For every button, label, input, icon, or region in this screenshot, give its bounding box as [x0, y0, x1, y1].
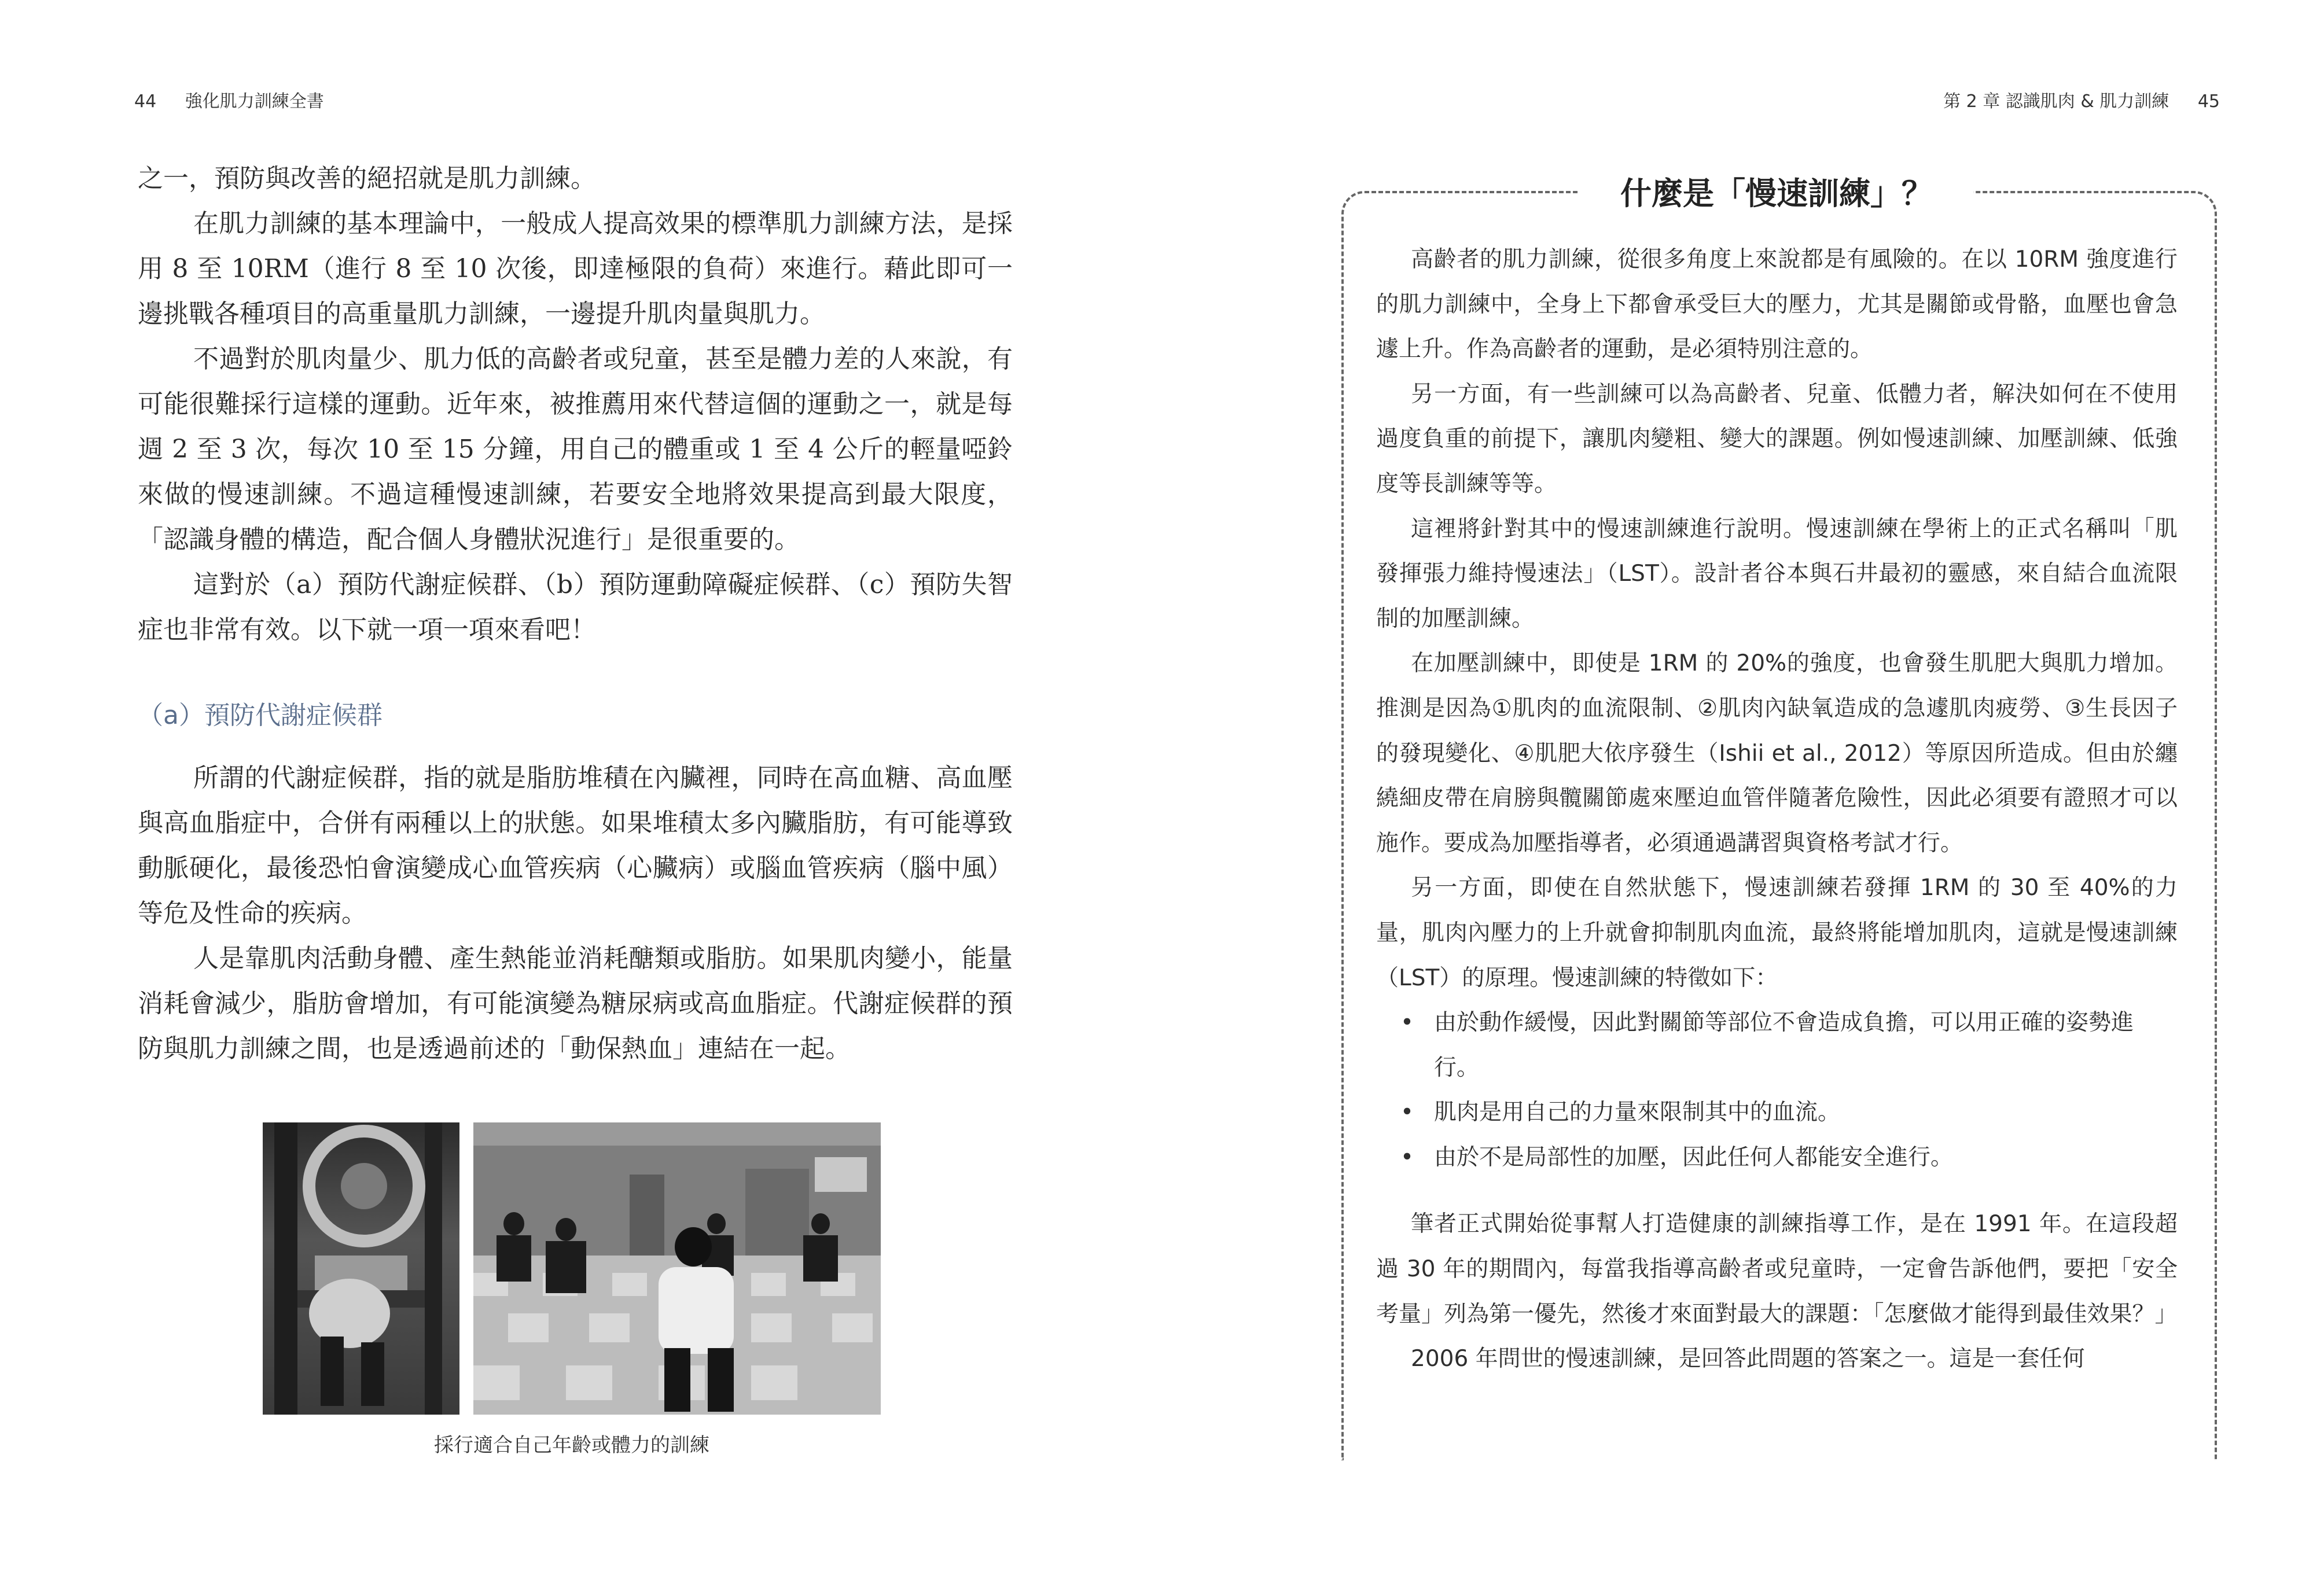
box-paragraph: 這裡將針對其中的慢速訓練進行說明。慢速訓練在學術上的正式名稱叫「肌發揮張力維持慢速法」（LST）。設計者谷本與石井最初的靈感，來自結合血流限制的加壓訓練。 — [1376, 516, 2178, 632]
right-page-number: 45 — [2197, 91, 2220, 112]
paragraph: 在肌力訓練的基本理論中，一般成人提高效果的標準肌力訓練方法，是採用 8 至 10RM（進行 8 至 10 次後，即達極限的負荷）來進行。藉此即可一邊挑戰各種項目的高重量肌力訓練，一邊提升肌肉量與肌力。 — [138, 209, 1013, 329]
box-paragraph: 在加壓訓練中，即使是 1RM 的 20%的強度，也會發生肌肥大與肌力增加。推測是因為①肌肉的血流限制、②肌肉內缺氧造成的急遽肌肉疲勞、③生長因子的發現變化、④肌肥大依序發生（Ishii et al., 2012）等原因所造成。但由於纏繞細皮帶在肩膀與髖關節處來壓迫血管伴隨著危險性，因此必須要有證照才可以施作。要成為加壓指導者，必須通過講習與資格考試才行。 — [1376, 650, 2178, 856]
box-paragraph: 另一方面，有一些訓練可以為高齡者、兒童、低體力者，解決如何在不使用過度負重的前提下，讓肌肉變粗、變大的課題。例如慢速訓練、加壓訓練、低強度等長訓練等等。 — [1376, 381, 2178, 497]
feature-list-item: • 肌肉是用自己的力量來限制其中的血流。 — [1434, 1090, 2178, 1135]
book-title: 強化肌力訓練全書 — [185, 91, 324, 112]
paragraph: 人是靠肌肉活動身體、產生熱能並消耗醣類或脂肪。如果肌肉變小，能量消耗會減少，脂肪會增加，有可能演變為糖尿病或高血脂症。代謝症候群的預防與肌力訓練之間，也是透過前述的「動保熱血」連結在一起。 — [138, 944, 1013, 1063]
group-squat-class-photo — [473, 1122, 881, 1415]
sidebar-box-body — [1376, 237, 2178, 1382]
left-page-body — [138, 156, 1013, 1072]
left-page-header — [134, 87, 347, 112]
right-page-header — [1920, 87, 2220, 112]
sidebar-box-title: 什麼是「慢速訓練」？ — [1580, 169, 1973, 213]
box-paragraph: 高齡者的肌力訓練，從很多角度上來說都是有風險的。在以 10RM 強度進行的肌力訓練中，全身上下都會承受巨大的壓力，尤其是關節或骨骼，血壓也會急遽上升。作為高齡者的運動，是必須特別注意的。 — [1376, 246, 2178, 363]
photo-caption: 採行適合自己年齡或體力的訓練 — [434, 1434, 709, 1457]
box-paragraph: 2006 年問世的慢速訓練，是回答此問題的答案之一。這是一套任何 — [1411, 1346, 2085, 1372]
paragraph: 這對於（a）預防代謝症候群、（b）預防運動障礙症候群、（c）預防失智症也非常有效。以下就一項一項來看吧！ — [138, 570, 1013, 645]
box-paragraph: 筆者正式開始從事幫人打造健康的訓練指導工作，是在 1991 年。在這段超過 30 年的期間內，每當我指導高齡者或兒童時，一定會告訴他們，要把「安全考量」列為第一優先，然後才來面對最大的課題：「怎麼做才能得到最佳效果？」 — [1376, 1211, 2178, 1327]
feature-list — [1376, 1000, 2178, 1180]
feature-list-item: • 由於動作緩慢，因此對關節等部位不會造成負擔，可以用正確的姿勢進行。 — [1434, 1000, 2178, 1090]
feature-list-item: • 由於不是局部性的加壓，因此任何人都能安全進行。 — [1434, 1135, 2178, 1180]
section-heading: （a）預防代謝症候群 — [138, 701, 383, 730]
paragraph: 之一，預防與改善的絕招就是肌力訓練。 — [138, 164, 596, 193]
chapter-title: 第 2 章 認識肌肉 & 肌力訓練 — [1943, 91, 2169, 112]
box-paragraph: 另一方面，即使在自然狀態下，慢速訓練若發揮 1RM 的 30 至 40%的力量，肌肉內壓力的上升就會抑制肌肉血流，最終將能增加肌肉，這就是慢速訓練（LST）的原理。慢速訓練的特徵如下： — [1376, 875, 2178, 991]
left-page-number: 44 — [134, 91, 157, 112]
gym-equipment-photo — [263, 1122, 459, 1415]
paragraph: 所謂的代謝症候群，指的就是脂肪堆積在內臟裡，同時在高血糖、高血壓與高血脂症中，合併有兩種以上的狀態。如果堆積太多內臟脂肪，有可能導致動脈硬化，最後恐怕會演變成心血管疾病（心臟病）或腦血管疾病（腦中風）等危及性命的疾病。 — [138, 763, 1013, 928]
photo-group — [263, 1122, 881, 1415]
paragraph: 不過對於肌肉量少、肌力低的高齡者或兒童，甚至是體力差的人來說，有可能很難採行這樣的運動。近年來，被推薦用來代替這個的運動之一，就是每週 2 至 3 次，每次 10 至 15 分鐘，用自己的體重或 1 至 4 公斤的輕量啞鈴來做的慢速訓練。不過這種慢速訓練，若要安全地將效果提高到最大限度，「認識身體的構造，配合個人身體狀況進行」是很重要的。 — [138, 344, 1013, 554]
